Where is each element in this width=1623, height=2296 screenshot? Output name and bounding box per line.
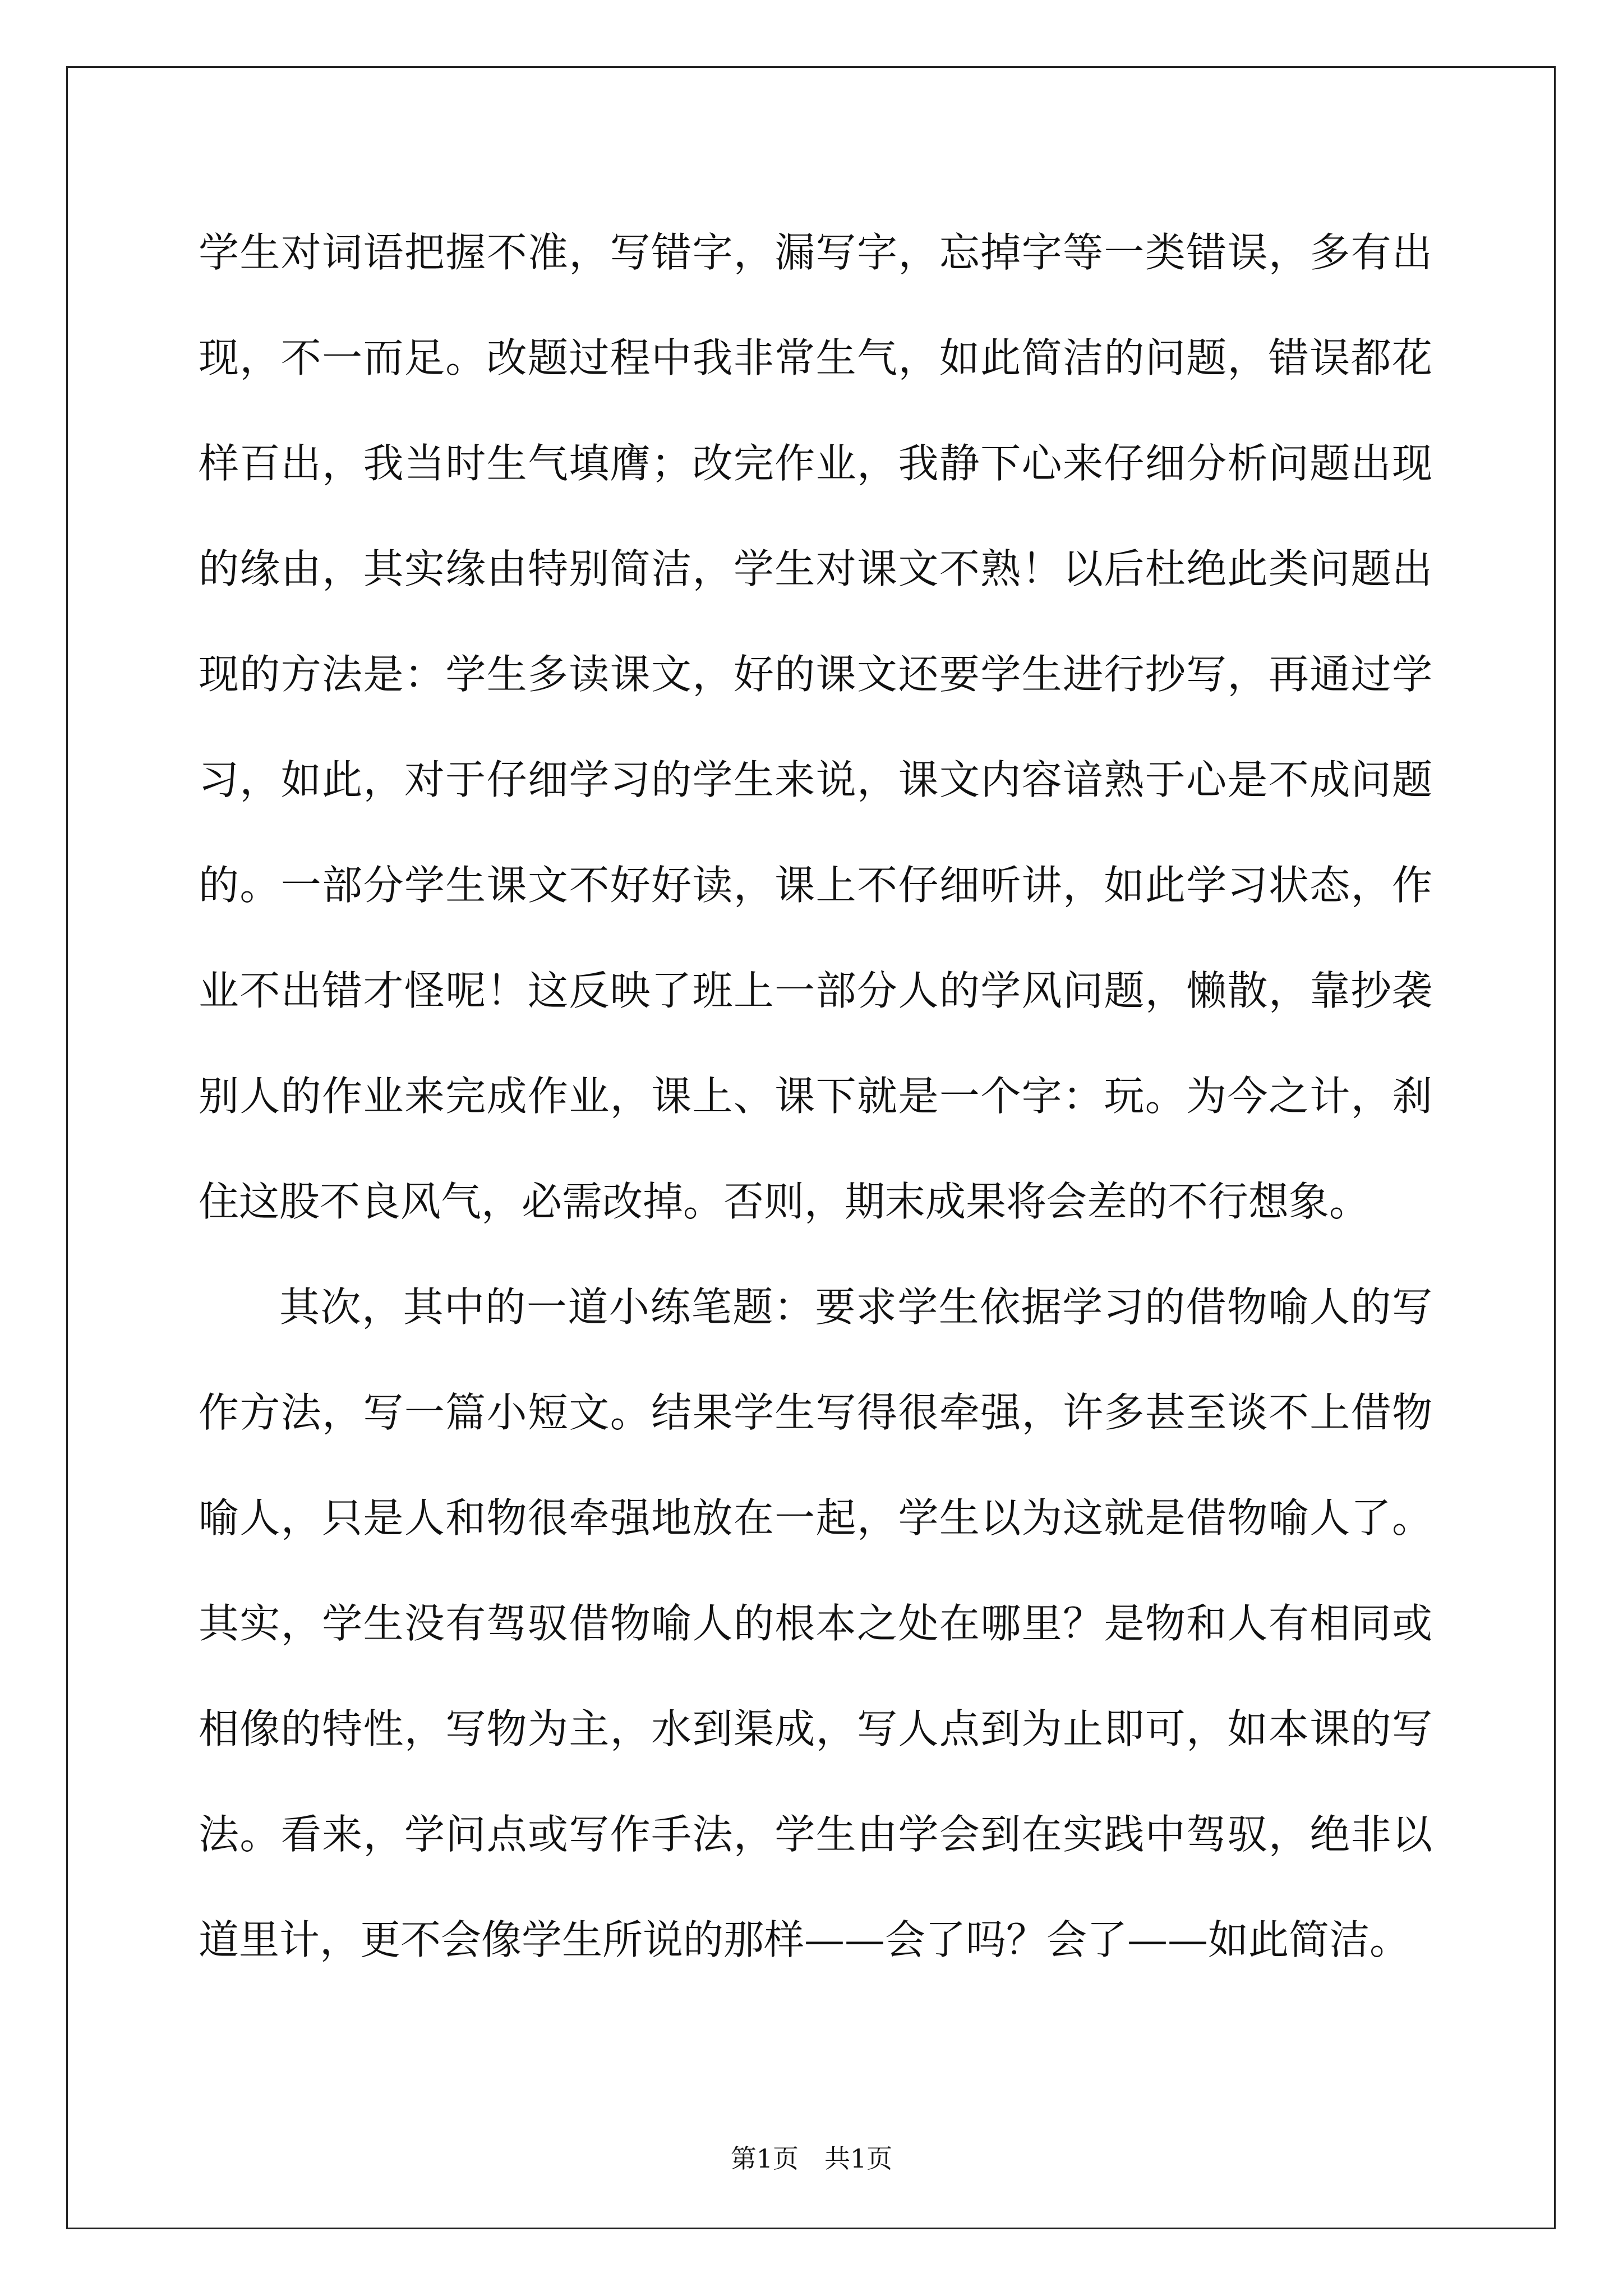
text-line: 其次，其中的一道小练笔题：要求学生依据学习的借物喻人的写	[279, 1283, 1432, 1331]
paragraph-1	[199, 219, 1432, 1273]
page-number-total: 共1页	[824, 2143, 893, 2174]
text-line: 的。一部分学生课文不好好读，课上不仔细听讲，如此学习状态，作	[199, 862, 1432, 909]
text-line: 喻人，只是人和物很牵强地放在一起，学生以为这就是借物喻人了。	[199, 1494, 1432, 1542]
text-line: 住这股不良风气，必需改掉。否则，期末成果将会差的不行想象。	[199, 1178, 1370, 1225]
text-line: 其实，学生没有驾驭借物喻人的根本之处在哪里？是物和人有相同或	[199, 1600, 1432, 1647]
page-footer	[0, 2142, 1623, 2175]
text-line: 法。看来，学问点或写作手法，学生由学会到在实践中驾驭，绝非以	[199, 1811, 1432, 1858]
text-line: 现的方法是：学生多读课文，好的课文还要学生进行抄写，再通过学	[199, 651, 1432, 698]
text-line: 别人的作业来完成作业，课上、课下就是一个字：玩。为今之计，刹	[199, 1073, 1432, 1120]
text-line: 相像的特性，写物为主，水到渠成，写人点到为止即可，如本课的写	[199, 1705, 1432, 1752]
document-body	[199, 219, 1432, 2012]
text-line: 样百出，我当时生气填膺；改完作业，我静下心来仔细分析问题出现	[199, 440, 1432, 487]
text-line: 学生对词语把握不准，写错字，漏写字，忘掉字等一类错误，多有出	[199, 229, 1432, 276]
text-line: 道里计，更不会像学生所说的那样——会了吗？会了——如此简洁。	[199, 1916, 1410, 1963]
page-number-current: 第1页	[730, 2143, 799, 2174]
text-line: 习，如此，对于仔细学习的学生来说，课文内容谙熟于心是不成问题	[199, 756, 1432, 803]
paragraph-2	[199, 1273, 1432, 2012]
text-line: 现，不一而足。改题过程中我非常生气，如此简洁的问题，错误都花	[199, 334, 1432, 381]
text-line: 的缘由，其实缘由特别简洁，学生对课文不熟！以后杜绝此类问题出	[199, 545, 1432, 592]
text-line: 作方法，写一篇小短文。结果学生写得很牵强，许多甚至谈不上借物	[199, 1389, 1432, 1436]
text-line: 业不出错才怪呢！这反映了班上一部分人的学风问题，懒散，靠抄袭	[199, 967, 1432, 1014]
